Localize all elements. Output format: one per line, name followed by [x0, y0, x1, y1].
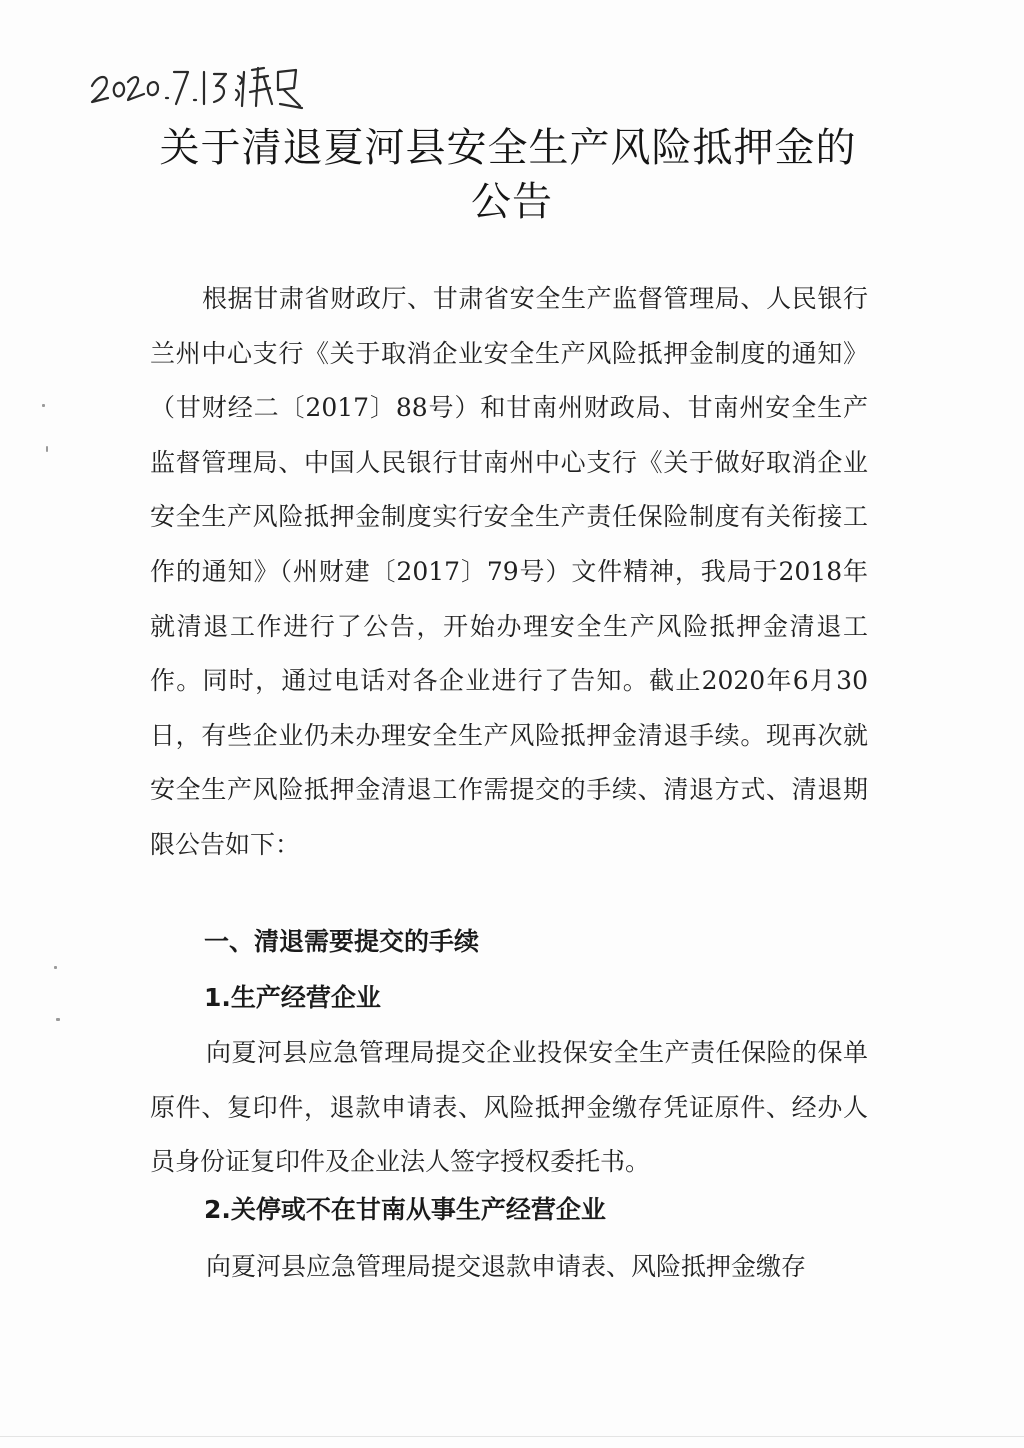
- scan-speck: [56, 1018, 60, 1021]
- scan-speck: [46, 446, 48, 452]
- subheading-production-enterprises: 1.生产经营企业: [204, 983, 381, 1012]
- section-heading-submission-procedures: 一、清退需要提交的手续: [204, 927, 480, 956]
- scan-speck: [42, 404, 45, 407]
- document-title-line-1: 关于清退夏河县安全生产风险抵押金的: [159, 125, 857, 171]
- intro-paragraph: 根据甘肃省财政厅、甘肃省安全生产监督管理局、人民银行兰州中心支行《关于取消企业安全生产风险抵押金制度的通知》（甘财经二〔2017〕88号）和甘南州财政局、甘南州安全生产监督管理局、中国人民银行甘南州中心支行《关于做好取消企业安全生产风险抵押金制度实行安全生产责任保险制度有关衔接工作的通知》（州财建〔2017〕79号）文件精神，我局于2018年就清退工作进行了公告，开始办理安全生产风险抵押金清退工作。同时，通过电话对各企业进行了告知。截止2020年6月30日，有些企业仍未办理安全生产风险抵押金清退手续。现再次就安全生产风险抵押金清退工作需提交的手续、清退方式、清退期限公告如下：: [150, 284, 868, 859]
- scan-speck: [54, 966, 57, 969]
- production-enterprises-paragraph: 向夏河县应急管理局提交企业投保安全生产责任保险的保单原件、复印件，退款申请表、风险抵押金缴存凭证原件、经办人员身份证复印件及企业法人签字授权委托书。: [150, 1038, 868, 1177]
- scan-bottom-edge: [0, 1436, 1024, 1437]
- handwritten-signature: [88, 48, 308, 118]
- document-title-line-2: 公告: [471, 179, 553, 225]
- subheading-closed-enterprises: 2.关停或不在甘南从事生产经营企业: [204, 1195, 606, 1224]
- closed-enterprises-paragraph: 向夏河县应急管理局提交退款申请表、风险抵押金缴存: [206, 1252, 807, 1281]
